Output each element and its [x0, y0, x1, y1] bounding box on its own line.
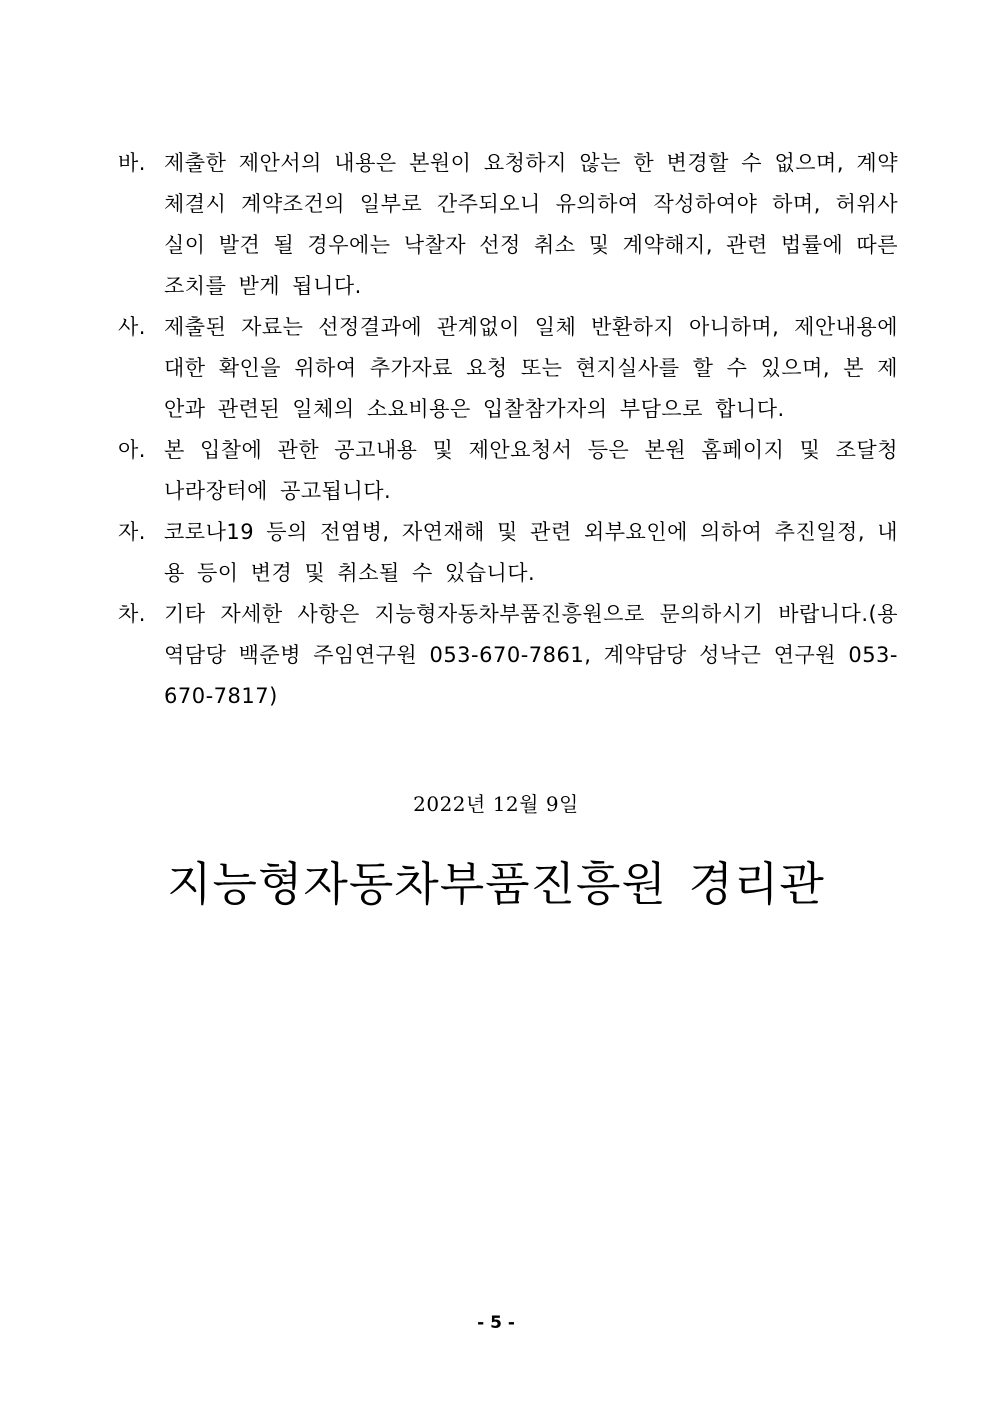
item-marker: 자. [118, 520, 146, 544]
item-text: 본 입찰에 관한 공고내용 및 제안요청서 등은 본원 홈페이지 및 조달청 나라장터에 공고됩니다. [164, 438, 898, 503]
item-text: 기타 자세한 사항은 지능형자동차부품진흥원으로 문의하시기 바랍니다.(용역담당 백준병 주임연구원 053-670-7861, 계약담당 성낙근 연구원 053-670-7817) [164, 602, 898, 708]
item-marker: 사. [118, 315, 146, 339]
item-text: 제출한 제안서의 내용은 본원이 요청하지 않는 한 변경할 수 없으며, 계약 체결시 계약조건의 일부로 간주되오니 유의하여 작성하여야 하며, 허위사실이 발견 될 경우에는 낙찰자 선정 취소 및 계약해지, 관련 법률에 따른 조치를 받게 됩니다. [164, 151, 898, 298]
item-marker: 바. [118, 151, 146, 175]
notice-item-ba [118, 143, 898, 307]
issuer-title: 지능형자동차부품진흥원 경리관 [167, 857, 825, 911]
notice-item-sa [118, 307, 898, 430]
notice-item-cha [118, 594, 898, 717]
page-number: - 5 - [477, 1313, 515, 1333]
notice-item-a [118, 430, 898, 512]
item-text: 코로나19 등의 전염병, 자연재해 및 관련 외부요인에 의하여 추진일정, 내용 등이 변경 및 취소될 수 있습니다. [164, 520, 898, 585]
notice-item-ja [118, 512, 898, 594]
item-marker: 차. [118, 602, 146, 626]
item-text: 제출된 자료는 선정결과에 관계없이 일체 반환하지 아니하며, 제안내용에 대한 확인을 위하여 추가자료 요청 또는 현지실사를 할 수 있으며, 본 제안과 관련된 일체의 소요비용은 입찰참가자의 부담으로 합니다. [164, 315, 898, 421]
item-marker: 아. [118, 438, 146, 462]
notice-date: 2022년 12월 9일 [413, 792, 579, 816]
notice-item-list [118, 143, 898, 717]
